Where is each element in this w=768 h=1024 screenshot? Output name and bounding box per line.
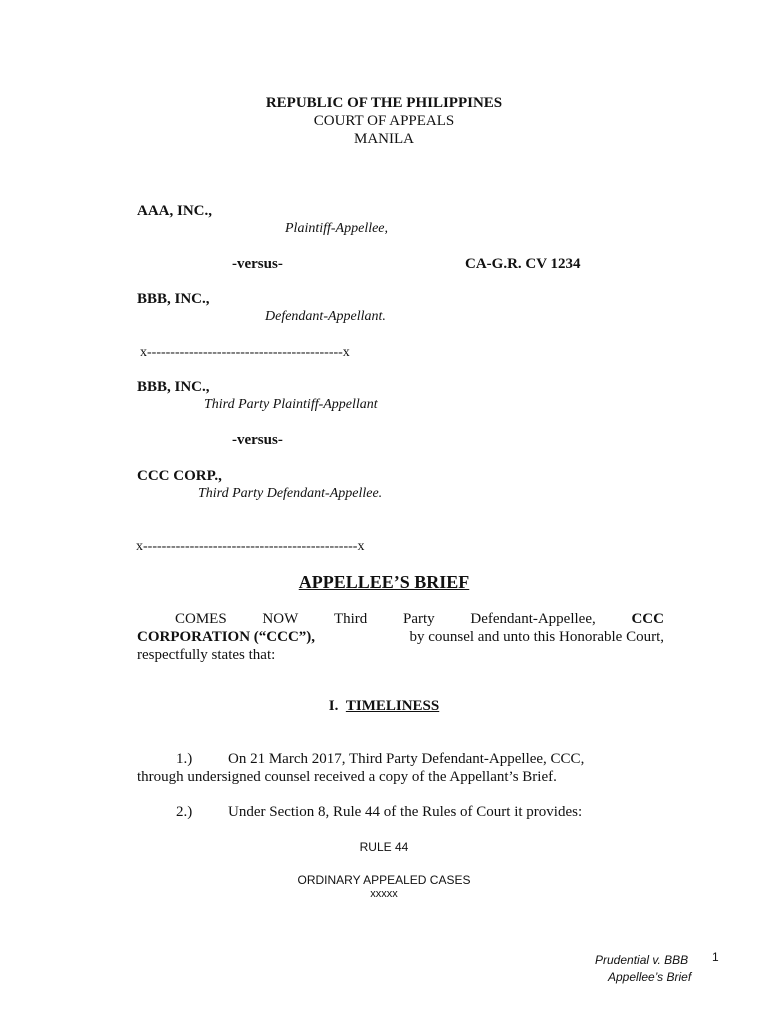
quote-rule: RULE 44: [359, 840, 409, 854]
intro-ccc: CCC: [631, 611, 664, 627]
brief-title: APPELLEE’S BRIEF: [298, 572, 470, 592]
court-header-republic: REPUBLIC OF THE PHILIPPINES: [265, 95, 503, 111]
intro-counsel-text: by counsel and unto this Honorable Court,: [409, 629, 664, 645]
para2-text: Under Section 8, Rule 44 of the Rules of Court it provides:: [228, 804, 583, 820]
court-header-city: MANILA: [354, 131, 414, 147]
intro-word: NOW: [262, 611, 299, 627]
party4-name: CCC CORP.,: [137, 468, 222, 484]
versus-1: -versus-: [232, 256, 283, 272]
intro-line-1: [137, 611, 664, 628]
page-number: 1: [712, 950, 719, 964]
section-number: I.: [328, 698, 339, 714]
section-heading: [0, 698, 768, 715]
party4-role: Third Party Defendant-Appellee.: [198, 486, 383, 501]
footer-doc-name: Appellee’s Brief: [608, 970, 692, 984]
party2-role: Defendant-Appellant.: [265, 309, 386, 324]
party1-name: AAA, INC.,: [137, 203, 212, 219]
caption-separator-1: x------------------------------------------x: [140, 345, 350, 360]
para1-number: 1.): [176, 751, 193, 767]
intro-line-2: [137, 629, 664, 646]
party3-name: BBB, INC.,: [137, 379, 210, 395]
para1-line-1: On 21 March 2017, Third Party Defendant-Appellee, CCC,: [228, 751, 585, 767]
versus-2: -versus-: [232, 432, 283, 448]
intro-corporation: CORPORATION (“CCC”),: [137, 629, 316, 645]
footer-case-name: Prudential v. BBB: [595, 953, 689, 967]
intro-line-3: respectfully states that:: [137, 647, 276, 663]
quote-title: ORDINARY APPEALED CASES: [297, 873, 471, 887]
party2-name: BBB, INC.,: [137, 291, 210, 307]
court-header-court: COURT OF APPEALS: [313, 113, 455, 129]
intro-word: Third: [333, 611, 368, 627]
case-number: CA-G.R. CV 1234: [465, 256, 581, 272]
party1-role: Plaintiff-Appellee,: [285, 221, 389, 236]
caption-separator-2: x----------------------------------------------x: [136, 539, 365, 554]
quote-mark: xxxxx: [370, 888, 398, 900]
intro-word: COMES: [175, 611, 227, 627]
section-title: TIMELINESS: [345, 698, 440, 714]
intro-word: Party: [403, 611, 435, 627]
intro-word: Defendant-Appellee,: [470, 611, 596, 627]
party3-role: Third Party Plaintiff-Appellant: [204, 397, 378, 412]
para2-number: 2.): [176, 804, 193, 820]
para1-line-2: through undersigned counsel received a copy of the Appellant’s Brief.: [137, 769, 557, 785]
